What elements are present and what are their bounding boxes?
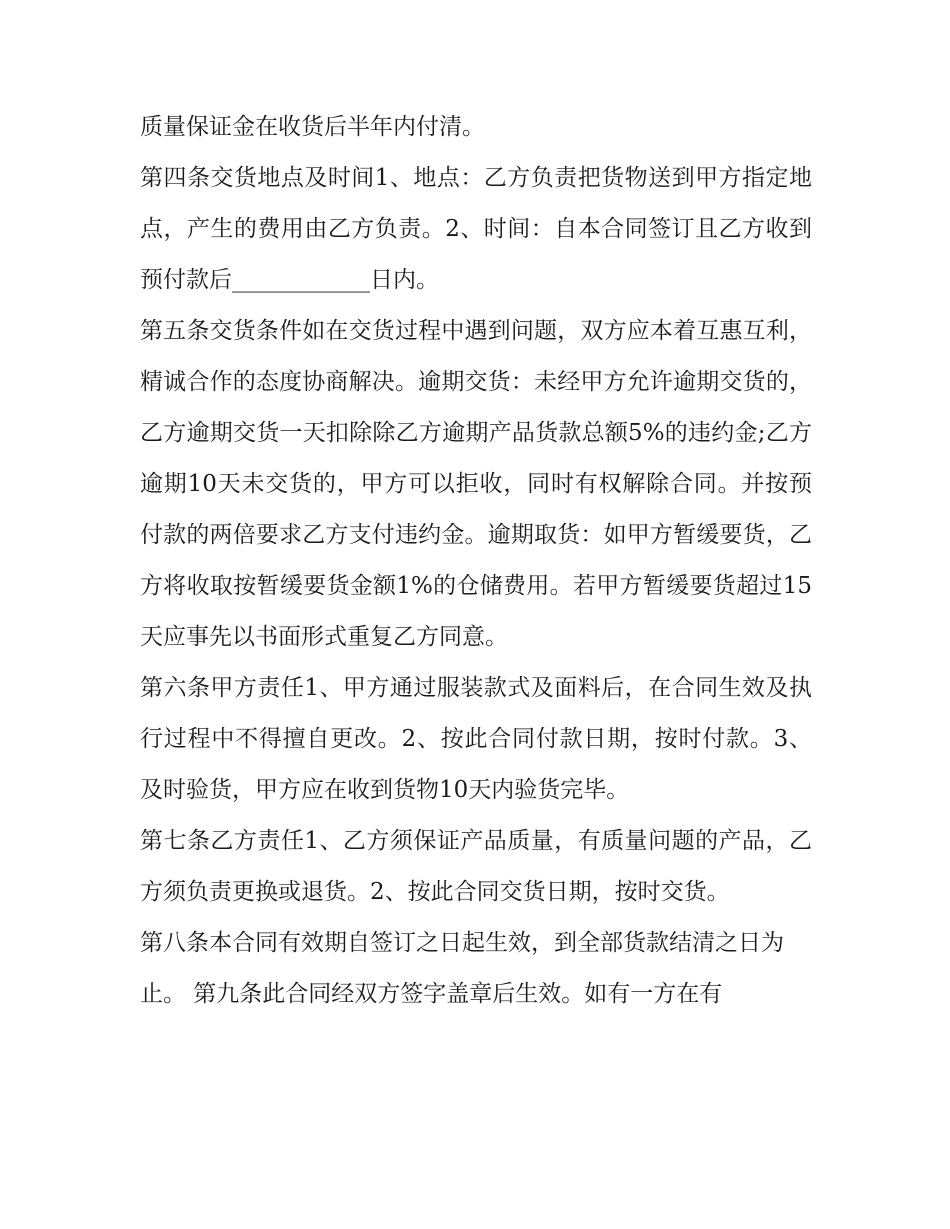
document-body <box>140 102 812 1020</box>
paragraph-article-8-9-validity: 第八条本合同有效期自签订之日起生效，到全部货款结清之日为止。 第九条此合同经双方签字盖章后生效。如有一方在有 <box>140 930 784 1007</box>
paragraph-article-6-party-a-duties: 第六条甲方责任1、甲方通过服装款式及面料后，在合同生效及执行过程中不得擅自更改。2、按此合同付款日期，按时付款。3、及时验货，甲方应在收到货物10天内验货完毕。 <box>140 675 812 803</box>
paragraph-article-7-party-b-duties: 第七条乙方责任1、乙方须保证产品质量，有质量问题的产品，乙方须负责更换或退货。2、按此合同交货日期，按时交货。 <box>140 828 812 905</box>
paragraph-article-5-delivery-conditions: 第五条交货条件如在交货过程中遇到问题，双方应本着互惠互利，精诚合作的态度协商解决。逾期交货：未经甲方允许逾期交货的，乙方逾期交货一天扣除除乙方逾期产品货款总额5%的违约金;乙方逾期10天未交货的，甲方可以拒收，同时有权解除合同。并按预付款的两倍要求乙方支付违约金。逾期取货：如甲方暂缓要货，乙方将收取按暂缓要货金额1%的仓储费用。若甲方暂缓要货超过15天应事先以书面形式重复乙方同意。 <box>140 318 812 650</box>
paragraph-article-4-delivery-place-time: 第四条交货地点及时间1、地点：乙方负责把货物送到甲方指定地点，产生的费用由乙方负责。2、时间：自本合同签订且乙方收到预付款后____________日内。 <box>140 165 812 293</box>
paragraph-quality-deposit: 质量保证金在收货后半年内付清。 <box>140 114 485 140</box>
